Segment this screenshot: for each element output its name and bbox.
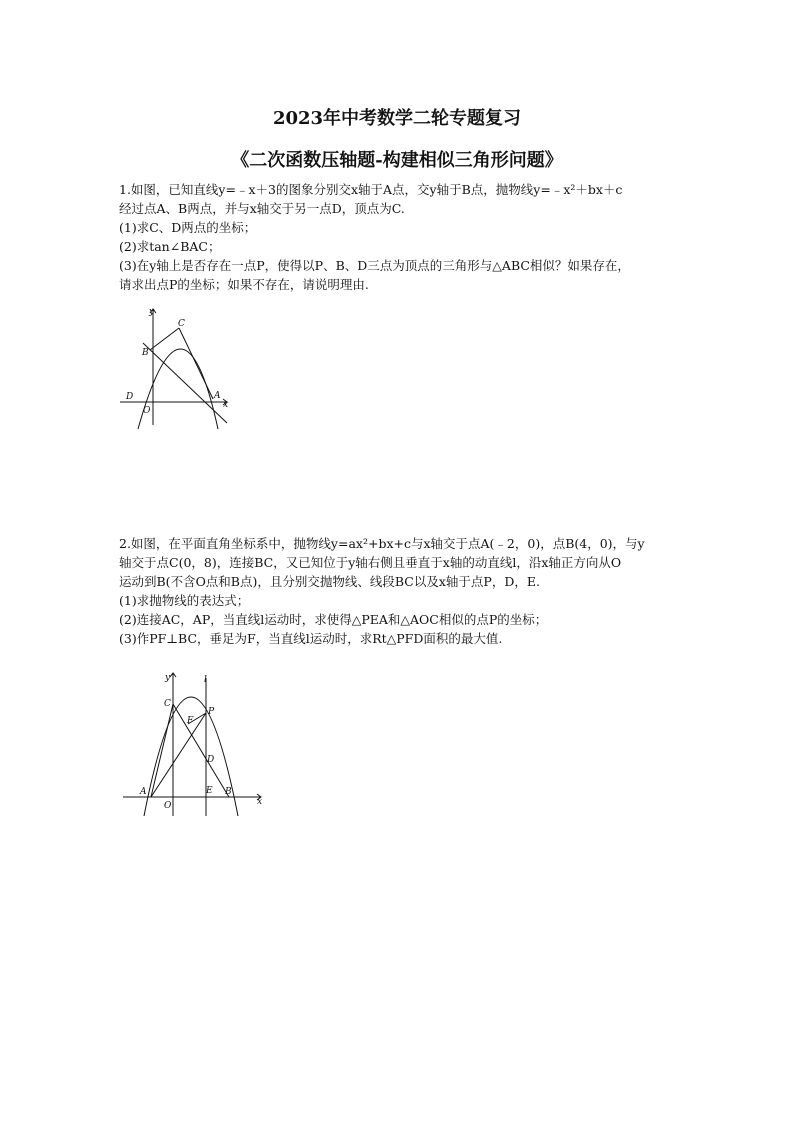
problem-1-line: 1.如图，已知直线y=﹣x＋3的图象分别交x轴于A点，交y轴于B点，抛物线y=﹣x²＋bx＋c bbox=[119, 182, 623, 197]
problem-1-figure bbox=[115, 305, 240, 430]
problem-1 bbox=[119, 180, 699, 294]
problem-1-part-2: (2)求tan∠BAC； bbox=[119, 239, 221, 254]
problem-2-figure bbox=[118, 668, 268, 818]
segment-bc bbox=[150, 328, 179, 350]
label-c: C bbox=[164, 699, 171, 709]
label-b: B bbox=[225, 787, 232, 797]
problem-1-line: 经过点A、B两点，并与x轴交于另一点D，顶点为C. bbox=[119, 201, 405, 216]
problem-1-line: 请求出点P的坐标；如果不存在，请说明理由. bbox=[119, 277, 369, 292]
label-d: D bbox=[207, 755, 215, 765]
label-x: x bbox=[223, 400, 229, 410]
label-o: O bbox=[164, 801, 172, 811]
problem-2-part-2: (2)连接AC，AP，当直线l运动时，求使得△PEA和△AOC相似的点P的坐标； bbox=[119, 612, 548, 627]
problem-2-part-1: (1)求抛物线的表达式； bbox=[119, 593, 250, 608]
problem-2-line: 运动到B(不含O点和B点)，且分别交抛物线、线段BC以及x轴于点P，D，E. bbox=[119, 574, 540, 589]
label-p: P bbox=[208, 707, 215, 717]
segment-ca bbox=[179, 328, 213, 399]
label-a: A bbox=[140, 787, 147, 797]
document-title: 2023年中考数学二轮专题复习 bbox=[272, 108, 522, 129]
problem-1-part-3: (3)在y轴上是否存在一点P，使得以P、B、D三点为顶点的三角形与△ABC相似？如果存在， bbox=[119, 258, 630, 273]
label-o: O bbox=[143, 406, 151, 416]
label-y: y bbox=[165, 673, 171, 683]
problem-2-line: 2.如图，在平面直角坐标系中，抛物线y=ax²+bx+c与x轴交于点A(﹣2，0)，点B(4，0)，与y bbox=[119, 536, 645, 551]
label-f: F bbox=[187, 716, 194, 726]
label-c: C bbox=[178, 319, 185, 329]
problem-1-part-1: (1)求C、D两点的坐标； bbox=[119, 220, 257, 235]
problem-2-line: 轴交于点C(0，8)，连接BC，又已知位于y轴右侧且垂直于x轴的动直线l，沿x轴正方向从O bbox=[119, 555, 622, 570]
parabola bbox=[144, 697, 238, 816]
parabola bbox=[138, 349, 218, 429]
label-a: A bbox=[214, 391, 221, 401]
problem-2 bbox=[119, 534, 699, 648]
label-d: D bbox=[126, 392, 134, 402]
label-y: y bbox=[149, 307, 155, 317]
label-l: l bbox=[204, 675, 207, 685]
segment-ap bbox=[151, 713, 206, 797]
label-e: E bbox=[206, 786, 213, 796]
label-b: B bbox=[142, 348, 149, 358]
line-ab bbox=[143, 343, 227, 423]
document-subtitle: 《二次函数压轴题-构建相似三角形问题》 bbox=[231, 150, 563, 171]
segment-ac bbox=[151, 704, 173, 797]
problem-2-part-3: (3)作PF⊥BC，垂足为F，当直线l运动时，求Rt△PFD面积的最大值. bbox=[119, 631, 503, 646]
label-x: x bbox=[257, 797, 263, 807]
